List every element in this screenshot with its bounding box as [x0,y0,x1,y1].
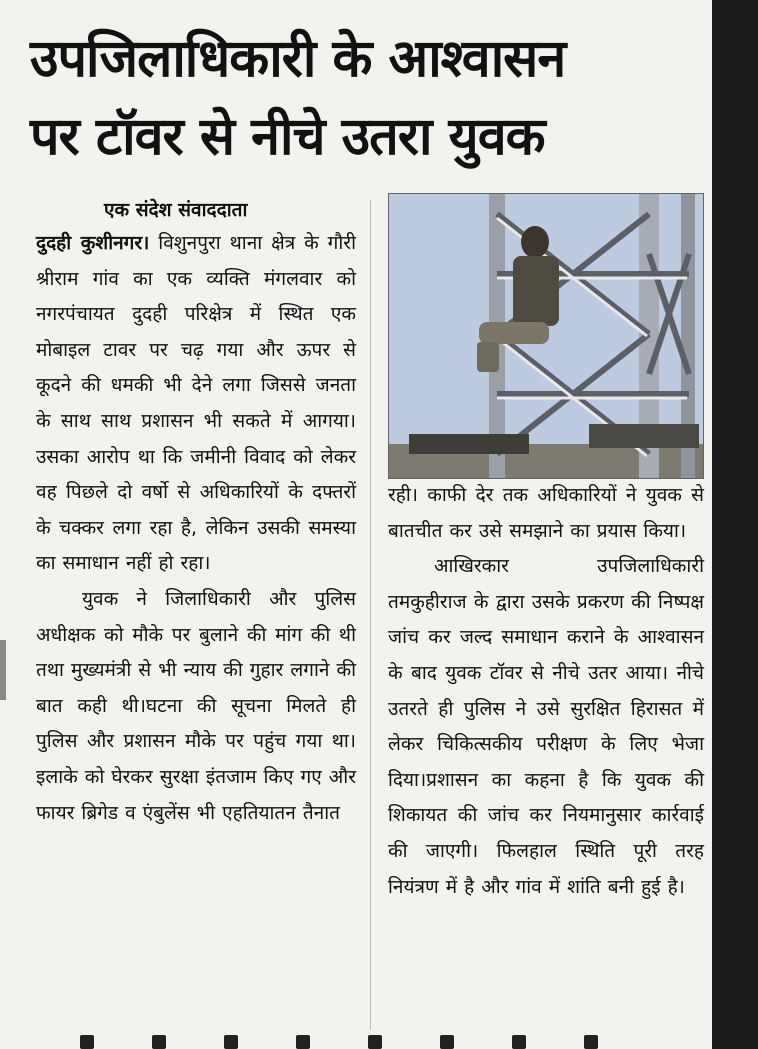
tower-photo-icon [389,194,704,479]
margin-mark [0,640,6,700]
cut-glyph [80,1035,94,1049]
byline: एक संदेश संवाददाता [104,199,248,221]
article-column-left [36,226,356,831]
cut-glyph [440,1035,454,1049]
dateline: दुदही कुशीनगर। [36,232,150,254]
tower-photo [388,193,704,479]
headline-line-2: पर टॉवर से नीचे उतरा युवक [30,107,545,167]
cut-glyph [584,1035,598,1049]
cut-glyph [512,1035,526,1049]
paragraph-3: आखिरकार उपजिलाधिकारी तमकुहीराज के द्वारा उसके प्रकरण की निष्पक्ष जांच कर जल्द समाधान कराने के आश्वासन के बाद युवक टॉवर से नीचे उतर आया। नीचे उतरते ही पुलिस ने उसे सुरक्षित हिरासत में लेकर चिकित्सकीय परीक्षण के लिए भेजा दिया।प्रशासन का कहना है कि युवक की शिकायत की जांच कर नियमानुसार कार्रवाई की जाएगी। फिलहाल स्थिति पूरी तरह नियंत्रण में है और गांव में शांति बनी हुई है। [388,555,704,898]
paragraph-1-text: विशुनपुरा थाना क्षेत्र के गौरी श्रीराम गांव का एक व्यक्ति मंगलवार को नगरपंचायत दुदही परिक्षेत्र में स्थित एक मोबाइल टावर पर चढ़ गया और ऊपर से कूदने की धमकी भी देने लगा जिससे जनता के साथ साथ प्रशासन भी सकते में आगया। उसका आरोप था कि जमीनी विवाद को लेकर वह पिछले दो वर्षो से अधिकारियों के दफ्तरों के चक्कर लगा रहा है, लेकिन उसकी समस्या का समाधान नहीं हो रहा। [36,232,356,575]
cut-glyph [152,1035,166,1049]
paragraph-2: युवक ने जिलाधिकारी और पुलिस अधीक्षक को मौके पर बुलाने की मांग की थी तथा मुख्यमंत्री से भी न्याय की गुहार लगाने की बात कही थी।घटना की सूचना मिलते ही पुलिस और प्रशासन मौके पर पहुंच गया था। इलाके को घेरकर सुरक्षा इंतजाम किए गए और फायर ब्रिगेड व एंबुलेंस भी एहतियातन तैनात [36,587,357,824]
cut-glyph [368,1035,382,1049]
column-divider [370,200,371,1030]
cut-off-next-headline [80,1034,680,1049]
cut-glyph [296,1035,310,1049]
paragraph-1 [36,226,356,582]
paragraph-2-continued: रही। काफी देर तक अधिकारियों ने युवक से बातचीत कर उसे समझाने का प्रयास किया। [388,484,704,542]
cut-glyph [224,1035,238,1049]
article-column-right [388,478,704,905]
headline [30,20,712,176]
headline-line-1: उपजिलाधिकारी के आश्वासन [30,29,566,89]
cut-off-previous-text [28,0,668,6]
